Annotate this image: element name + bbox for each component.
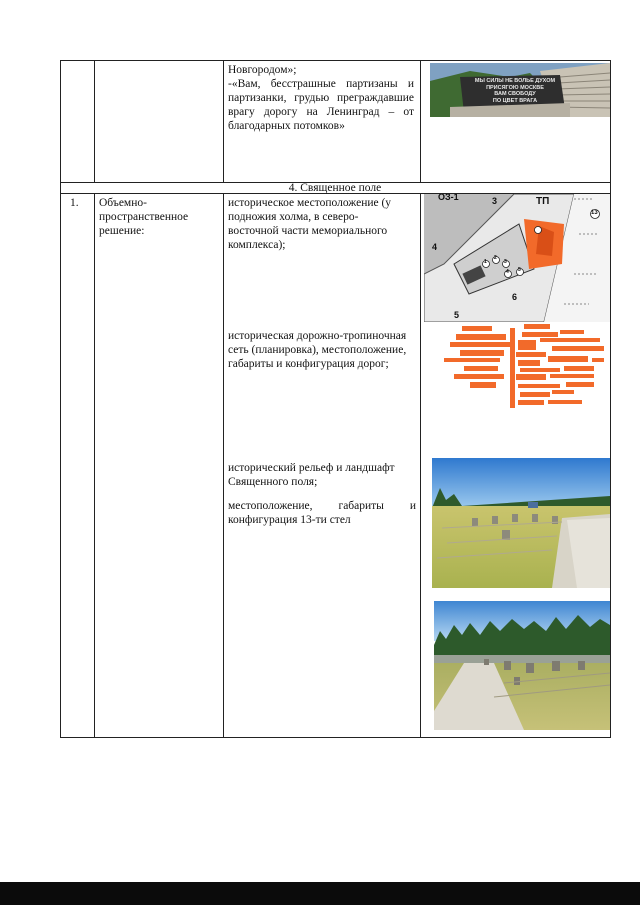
map-label-5: 5 [454, 310, 460, 320]
memorial-wall-photo [430, 63, 610, 117]
path-network-plan [440, 322, 612, 414]
item-relief-landscape: исторический рельеф и ландшафт Священного поля; [228, 462, 395, 488]
item-historical-location: историческое местоположение (у подножия холма, в северо-восточной части мемориального комплекса); [228, 197, 392, 251]
inscription-line-1: МЫ СИЛЫ НЕ ВОЛЬЕ ДУХОМ [474, 78, 556, 84]
inscription-line-4: ПО ЦВЕТ ВРАГА [492, 97, 538, 104]
column-divider-3 [420, 60, 421, 182]
item-path-network: историческая дорожно-тропиночная сеть (планировка), местоположение, габариты и конфигурация дорог; [228, 330, 407, 370]
row-number: 1. [70, 197, 79, 209]
map-marker-1: 1 [484, 259, 487, 265]
table-left-border [60, 60, 61, 738]
column-divider-2 [223, 60, 224, 182]
map-marker-2: 2 [494, 255, 497, 261]
map-label-3: 3 [492, 196, 498, 206]
map-label-13: 13 [591, 210, 598, 216]
column-divider-1 [94, 60, 95, 182]
section-title: 4. Священное поле [288, 182, 382, 194]
map-label-6: 6 [512, 292, 518, 302]
map-marker-3: 3 [504, 259, 507, 265]
table-top-border [60, 60, 611, 61]
wall-inscription [468, 78, 562, 104]
column-divider-2b [223, 193, 224, 738]
row-category: Объемно- пространственное решение: [99, 197, 189, 237]
site-plan-map [424, 194, 610, 322]
map-label-tp: ТП [536, 196, 550, 207]
sacred-field-photo-2 [434, 601, 610, 730]
map-marker-5: 5 [518, 267, 521, 273]
column-divider-3b [420, 193, 421, 738]
map-label-4: 4 [432, 242, 438, 252]
sacred-field-photo-1 [432, 458, 610, 588]
map-marker-4: 4 [506, 269, 509, 275]
item-stelae-configuration: местоположение, габариты и конфигурация 13-ти стел [228, 500, 416, 526]
inscription-line-3: ВАМ СВОБОДУ [494, 91, 536, 97]
inscription-line-2: ПРИСЯГОЮ МОСКВЕ [486, 84, 544, 91]
column-divider-1b [94, 193, 95, 738]
table-bottom-border [60, 737, 611, 738]
scan-bottom-edge [0, 882, 640, 905]
map-label-zone: ОЗ-1 [438, 194, 459, 202]
memorial-inscription-text: Новгородом»; -«Вам, бесстрашные партизаны и партизанки, грудью преграждавшие врагу дорогу на Ленинград – от благодарных потомков» [228, 64, 414, 132]
